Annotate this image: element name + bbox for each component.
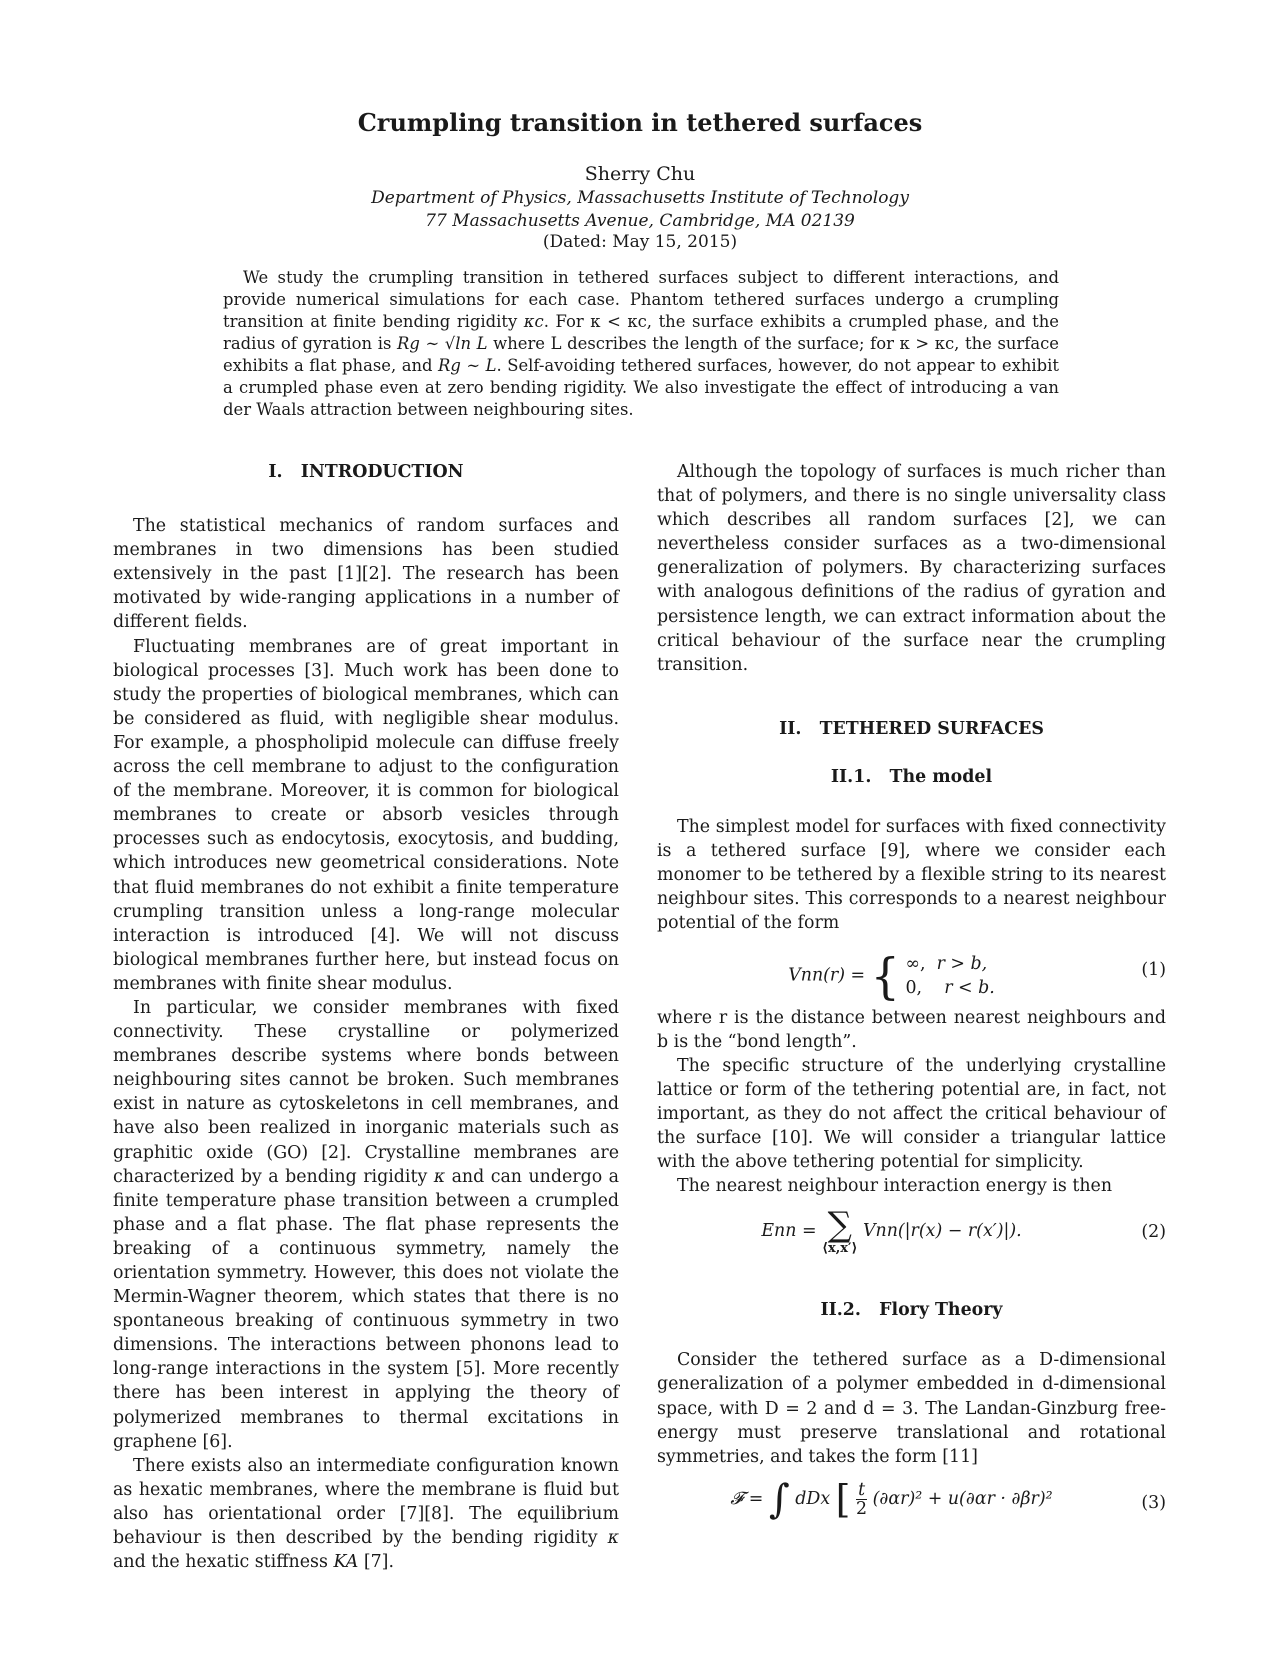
section-heading-introduction: I. INTRODUCTION bbox=[268, 462, 464, 482]
intro-paragraph-3-text-a: In particular, we consider membranes with fixed connectivity. These crystalline or polymerized membranes describe systems where bonds between neighbouring sites cannot be broken. Such membranes exist in nature as cytoskeletons in cell membranes, and have also been realized in inorganic materials such as graphitic oxide (GO) [2]. Crystalline membranes are characterized by a bending rigidity bbox=[113, 997, 619, 1187]
author-name: Sherry Chu bbox=[584, 163, 696, 185]
abstract-text-3: where L describes the length of the surface; for κ > κc, the surface exhibits a flat phase, and bbox=[223, 334, 1059, 375]
abstract bbox=[223, 267, 1059, 421]
left-column bbox=[113, 460, 619, 1574]
eq1-case2-value: 0, bbox=[905, 977, 923, 998]
flory-paragraph-1: Consider the tethered surface as a D-dimensional generalization of a polymer embedded in d-dimensional space, with D = 2 and d = 3. The Landan-Ginzburg free-energy must preserve translational and rotational symmetries, and takes the form [11] bbox=[657, 1350, 1166, 1467]
equation-2 bbox=[657, 1198, 1166, 1282]
intro-kappa: κ bbox=[433, 1166, 446, 1187]
intro-paragraph-4-text-a: There exists also an intermediate configuration known as hexatic membranes, where the membrane is fluid but also has orientational order [7][8]. The equilibrium behaviour is then described by the bending rigidity bbox=[113, 1455, 619, 1549]
eq3-fraction bbox=[856, 1481, 867, 1518]
eq1-case1-value: ∞, bbox=[905, 953, 926, 974]
intro-paragraph-3-text-b: and can undergo a finite temperature phase transition between a crumpled phase and a flat phase. The flat phase represents the breaking of a continuous symmetry, namely the orientation symmetry. However, this does not violate the Mermin-Wagner theorem, which states that there is no spontaneous breaking of continuous symmetry in two dimensions. The interactions between phonons lead to long-range interactions in the system [5]. More recently there has been interest in applying the theory of polymerized membranes to thermal excitations in graphene [6]. bbox=[113, 1166, 619, 1452]
subsection-heading-flory: II.2. Flory Theory bbox=[820, 1300, 1003, 1321]
eq3-number: (3) bbox=[1141, 1492, 1166, 1513]
abstract-text-4: . Self-avoiding tethered surfaces, however, do not appear to exhibit a crumpled phase even at zero bending rigidity. We also investigate the effect of introducing a van der Waals attraction between neighbouring sites. bbox=[223, 356, 1059, 419]
intro-paragraph-3 bbox=[113, 996, 619, 1454]
eq1-lhs: Vnn(r) = bbox=[788, 965, 866, 985]
intro-paragraph-2: Fluctuating membranes are of great important in biological processes [3]. Much work has been done to study the properties of biological membranes, which can be considered as fluid, with negligible shear modulus. For example, a phospholipid molecule can diffuse freely across the cell membrane to adjust to the configuration of the membrane. Moreover, it is common for biological membranes to create or absorb vesicles through processes such as endocytosis, exocytosis, and budding, which introduces new geometrical considerations. Note that fluid membranes do not exhibit a finite temperature crumpling transition unless a long-range molecular interaction is introduced [4]. We will not discuss biological membranes further here, but instead focus on membranes with finite shear modulus. bbox=[113, 636, 619, 994]
eq1-number: (1) bbox=[1141, 959, 1166, 980]
eq1-case1-condition: r > b, bbox=[936, 953, 988, 974]
abstract-rg-flat: Rg ∼ L bbox=[438, 356, 497, 375]
paper-title: Crumpling transition in tethered surfaces bbox=[357, 108, 923, 137]
model-paragraph-4: The nearest neighbour interaction energy is then bbox=[677, 1176, 1113, 1197]
eq3-fraction-numerator: t bbox=[856, 1481, 867, 1500]
hexatic-stiffness: KA bbox=[333, 1552, 359, 1573]
abstract-text-1: We study the crumpling transition in tethered surfaces subject to different interactions, and provide numerical simulations for each case. Phantom tethered surfaces undergo a crumpling transition at finite bending rigidity bbox=[223, 268, 1059, 331]
eq3-measure: dDx bbox=[795, 1488, 831, 1509]
abstract-text-2: . For κ < κc, the surface exhibits a crumpled phase, and the radius of gyration is bbox=[223, 312, 1059, 353]
eq2-number: (2) bbox=[1141, 1222, 1166, 1243]
model-paragraph-3: The specific structure of the underlying crystalline lattice or form of the tethering potential are, in fact, not important, as they do not affect the critical behaviour of the surface [10]. We will consider a triangular lattice with the above tethering potential for simplicity. bbox=[657, 1055, 1166, 1173]
equation-3 bbox=[657, 1469, 1166, 1549]
intro-paragraph-1: The statistical mechanics of random surfaces and membranes in two dimensions has been studied extensively in the past [1][2]. The research has been motivated by wide-ranging applications in a number of different fields. bbox=[113, 516, 619, 633]
right-column bbox=[657, 460, 1166, 1549]
eq3-left-bracket: [ bbox=[835, 1477, 851, 1522]
abstract-kappa-c: κc bbox=[523, 312, 544, 331]
eq2-lhs: Enn = bbox=[761, 1221, 817, 1242]
eq3-fraction-denominator: 2 bbox=[856, 1498, 868, 1519]
subsection-heading-model: II.1. The model bbox=[830, 766, 993, 787]
model-paragraph-2: where r is the distance between nearest neighbours and b is the “bond length”. bbox=[657, 1007, 1166, 1052]
integral-symbol: ∫ bbox=[768, 1476, 790, 1523]
eq1-cases bbox=[905, 952, 994, 1000]
eq1-case2-condition: r < b. bbox=[944, 977, 995, 998]
eq2-rhs: Vnn(|r(x) − r(x′)|). bbox=[862, 1221, 1022, 1242]
sum-symbol: ∑ bbox=[827, 1205, 852, 1246]
eq2-sum bbox=[822, 1205, 858, 1257]
eq3-rhs: (∂αr)² + u(∂αr · ∂βr)² bbox=[872, 1488, 1053, 1509]
model-paragraph-1: The simplest model for surfaces with fixed connectivity is a tethered surface [9], where we consider each monomer to be tethered by a flexible string to its nearest neighbour sites. This corresponds to a nearest neighbour potential of the form bbox=[657, 817, 1166, 934]
equation-1 bbox=[657, 936, 1166, 1006]
eq3-lhs: 𝓕 = bbox=[730, 1488, 764, 1509]
affiliation-department: Department of Physics, Massachusetts Institute of Technology bbox=[371, 188, 909, 208]
eq2-sum-subscript: ⟨x,x′⟩ bbox=[822, 1241, 858, 1257]
intro-paragraph-4 bbox=[113, 1454, 619, 1574]
affiliation-address: 77 Massachusetts Avenue, Cambridge, MA 02139 bbox=[425, 211, 855, 231]
section-heading-tethered-surfaces: II. TETHERED SURFACES bbox=[779, 718, 1044, 739]
intro-paragraph-4-text-c: [7]. bbox=[358, 1552, 394, 1573]
intro-kappa-2: κ bbox=[607, 1528, 619, 1549]
intro-paragraph-4-text-b: and the hexatic stiffness bbox=[113, 1552, 334, 1573]
eq1-brace: { bbox=[870, 947, 900, 1004]
abstract-rg-crumpled: Rg ∼ √ln L bbox=[397, 334, 488, 353]
right-paragraph-1: Although the topology of surfaces is much richer than that of polymers, and there is no single universality class which describes all random surfaces [2], we can nevertheless consider surfaces as a two-dimensional generalization of polymers. By characterizing surfaces with analogous definitions of the radius of gyration and persistence length, we can extract information about the critical behaviour of the surface near the crumpling transition. bbox=[657, 462, 1166, 675]
dated-line: (Dated: May 15, 2015) bbox=[542, 232, 738, 252]
